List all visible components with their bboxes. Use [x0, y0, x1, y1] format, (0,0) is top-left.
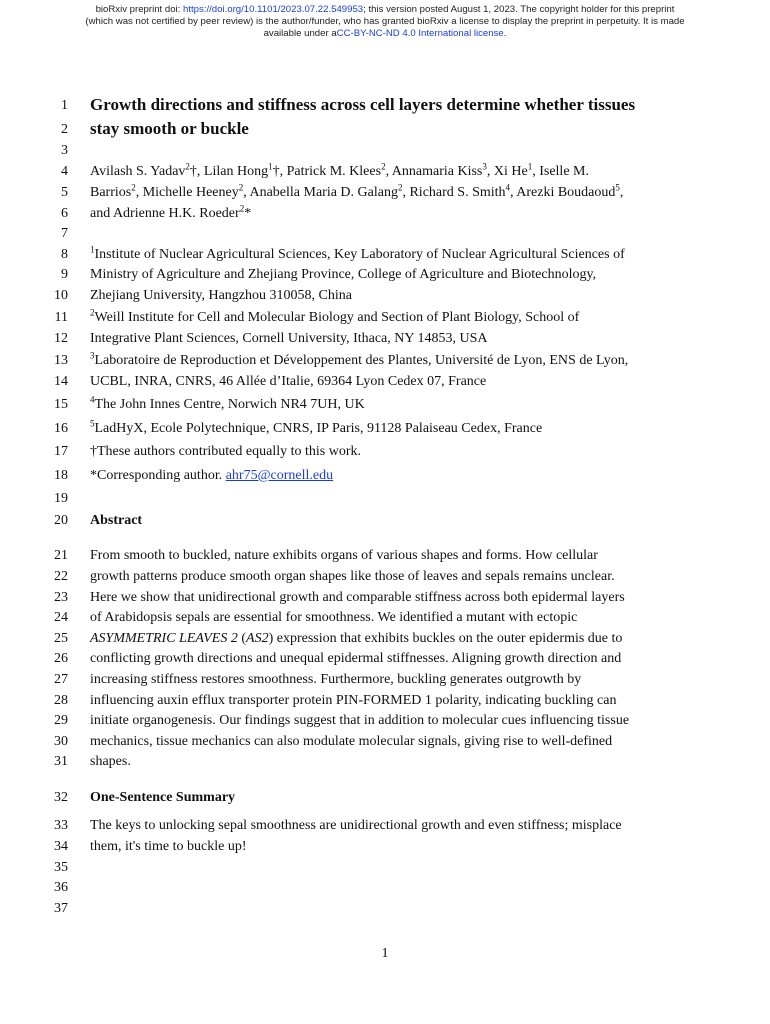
abstract-line: influencing auxin efflux transporter protein PIN-FORMED 1 polarity, indicating buckling can	[90, 693, 617, 708]
affiliation-1-line-1	[90, 244, 625, 263]
author-text: Barrios	[90, 185, 132, 200]
abstract-heading: Abstract	[90, 513, 143, 528]
line-number: 9	[61, 267, 68, 282]
line-number: 15	[54, 397, 68, 412]
summary-line: The keys to unlocking sepal smoothness are unidirectional growth and even stiffness; misplace	[90, 818, 622, 833]
line-number: 23	[54, 590, 68, 605]
author-sup: 2	[238, 182, 244, 193]
gene-name-italic: AS2	[246, 631, 269, 646]
line-number: 30	[54, 734, 68, 749]
author-sup: 2	[239, 203, 245, 214]
line-number: 26	[54, 651, 68, 666]
line-number: 34	[54, 839, 68, 854]
abstract-text: ) expression that exhibits buckles on the outer epidermis due to	[268, 631, 623, 646]
license-link[interactable]: CC-BY-NC-ND 4.0 International license	[336, 28, 504, 39]
abstract-line: increasing stiffness restores smoothness. Furthermore, buckling generates outgrowth by	[90, 672, 582, 687]
author-sup: 2	[397, 182, 403, 193]
affiliation-text: Weill Institute for Cell and Molecular Biology and Section of Plant Biology, School of	[94, 310, 580, 325]
affiliation-text: Laboratoire de Reproduction et Développement des Plantes, Université de Lyon, ENS de Lyon,	[94, 353, 629, 368]
author-text: and Adrienne H.K. Roeder	[90, 206, 240, 221]
line-number: 4	[61, 164, 68, 179]
line-number: 16	[54, 421, 68, 436]
author-text: , Xi He	[486, 164, 528, 179]
gene-name-italic: ASYMMETRIC LEAVES 2	[90, 631, 238, 646]
line-number: 10	[54, 288, 68, 303]
line-number: 1	[61, 98, 68, 113]
line-number: 29	[54, 713, 68, 728]
author-text: , Arezki Boudaoud	[510, 185, 616, 200]
line-number: 5	[61, 185, 68, 200]
banner-line-3	[0, 28, 770, 40]
paper-title-line-1: Growth directions and stiffness across cell layers determine whether tissues	[90, 95, 636, 114]
line-number: 8	[61, 247, 68, 262]
line-number: 2	[61, 122, 68, 137]
authors-line-1	[90, 161, 589, 180]
author-text: , Anabella Maria D. Galang	[243, 185, 398, 200]
banner-text: .	[503, 28, 507, 39]
author-text: Avilash S. Yadav	[90, 164, 186, 179]
author-text: , Annamaria Kiss	[385, 164, 483, 179]
line-number: 32	[54, 790, 68, 805]
affiliation-2-line-1	[90, 307, 580, 326]
author-text: *	[244, 206, 252, 221]
affiliation-5-line-1	[90, 418, 543, 437]
corresponding-email-link[interactable]: ahr75@cornell.edu	[225, 468, 334, 483]
line-number: 31	[54, 754, 68, 769]
affiliation-sup: 1	[90, 244, 95, 255]
author-text: †, Patrick M. Klees	[272, 164, 382, 179]
affiliation-sup: 2	[90, 307, 95, 318]
abstract-line	[90, 631, 622, 647]
author-sup: 1	[527, 161, 533, 172]
author-text: †, Lilan Hong	[189, 164, 269, 179]
banner-text: available under a	[263, 28, 337, 39]
affiliation-3-line-2: UCBL, INRA, CNRS, 46 Allée d’Italie, 69364 Lyon Cedex 07, France	[90, 374, 487, 389]
affiliation-4-line-1	[90, 394, 365, 413]
affiliation-sup: 3	[90, 350, 95, 361]
author-text: ,	[619, 185, 624, 200]
author-sup: 2	[185, 161, 190, 172]
doi-link[interactable]: https://doi.org/10.1101/2023.07.22.549953	[183, 4, 364, 15]
corresponding-label: *Corresponding author.	[90, 468, 226, 483]
affiliation-sup: 5	[90, 418, 95, 429]
authors-line-2	[90, 182, 624, 201]
author-sup: 2	[381, 161, 386, 172]
summary-heading: One-Sentence Summary	[90, 790, 236, 805]
affiliation-text: LadHyX, Ecole Polytechnique, CNRS, IP Paris, 91128 Palaiseau Cedex, France	[94, 421, 543, 436]
banner-text: bioRxiv preprint doi:	[95, 4, 184, 15]
summary-line: them, it's time to buckle up!	[90, 839, 247, 854]
line-number: 3	[61, 143, 68, 158]
equal-contribution-note: †These authors contributed equally to this work.	[90, 444, 361, 459]
line-number: 6	[61, 206, 68, 221]
corresponding-author	[90, 468, 333, 484]
line-number: 7	[61, 226, 68, 241]
author-text: , Iselle M.	[532, 164, 589, 179]
line-number: 25	[54, 631, 68, 646]
affiliation-sup: 4	[90, 394, 95, 405]
abstract-text: (	[237, 631, 247, 646]
paper-title-line-2: stay smooth or buckle	[90, 119, 249, 138]
author-text: , Michelle Heeney	[135, 185, 239, 200]
preprint-banner	[0, 4, 770, 40]
affiliation-text: The John Innes Centre, Norwich NR4 7UH, UK	[94, 397, 365, 412]
banner-line-1	[0, 4, 770, 16]
line-number: 21	[54, 548, 68, 563]
line-number: 27	[54, 672, 68, 687]
abstract-line: growth patterns produce smooth organ shapes like those of leaves and sepals remains unclear.	[90, 569, 615, 584]
affiliation-text: Institute of Nuclear Agricultural Sciences, Key Laboratory of Nuclear Agricultural Sciences of	[94, 247, 625, 262]
banner-text: ; this version posted August 1, 2023. The copyright holder for this preprint	[363, 4, 675, 15]
affiliation-1-line-2: Ministry of Agriculture and Zhejiang Province, College of Agriculture and Biotechnology,	[90, 267, 597, 282]
abstract-line: shapes.	[90, 754, 131, 769]
abstract-line: initiate organogenesis. Our findings suggest that in addition to molecular cues influencing tissue	[90, 713, 630, 728]
line-number: 33	[54, 818, 68, 833]
line-number: 11	[54, 310, 68, 325]
authors-line-3	[90, 203, 252, 222]
line-number: 12	[54, 331, 68, 346]
line-number: 22	[54, 569, 68, 584]
author-sup: 2	[131, 182, 136, 193]
line-number: 18	[54, 468, 68, 483]
author-sup: 1	[268, 161, 273, 172]
abstract-line: Here we show that unidirectional growth and comparable stiffness across both epidermal layers	[90, 590, 625, 605]
author-text: , Richard S. Smith	[402, 185, 506, 200]
affiliation-3-line-1	[90, 350, 629, 369]
author-sup: 3	[482, 161, 487, 172]
line-number: 24	[54, 610, 68, 625]
banner-line-2: (which was not certified by peer review) is the author/funder, who has granted bioRxiv a license to display the preprint in perpetuity. It is made	[85, 16, 685, 27]
line-number: 36	[54, 880, 68, 895]
line-number: 35	[54, 860, 68, 875]
line-number: 19	[54, 491, 68, 506]
line-number: 14	[54, 374, 68, 389]
author-sup: 4	[505, 182, 511, 193]
line-number: 17	[54, 444, 68, 459]
abstract-line: of Arabidopsis sepals are essential for smoothness. We identified a mutant with ectopic	[90, 610, 578, 625]
line-number: 13	[54, 353, 68, 368]
page-number: 1	[381, 946, 389, 961]
line-number: 20	[54, 513, 68, 528]
line-number: 37	[54, 901, 68, 916]
affiliation-2-line-2: Integrative Plant Sciences, Cornell University, Ithaca, NY 14853, USA	[90, 331, 488, 346]
line-number: 28	[54, 693, 68, 708]
abstract-line: From smooth to buckled, nature exhibits organs of various shapes and forms. How cellular	[90, 548, 598, 563]
author-sup: 5	[615, 182, 620, 193]
abstract-line: mechanics, tissue mechanics can also modulate molecular signals, giving rise to well-defined	[90, 734, 613, 749]
abstract-line: conflicting growth directions and unequal epidermal stiffnesses. Aligning growth direction and	[90, 651, 622, 666]
affiliation-1-line-3: Zhejiang University, Hangzhou 310058, China	[90, 288, 352, 303]
